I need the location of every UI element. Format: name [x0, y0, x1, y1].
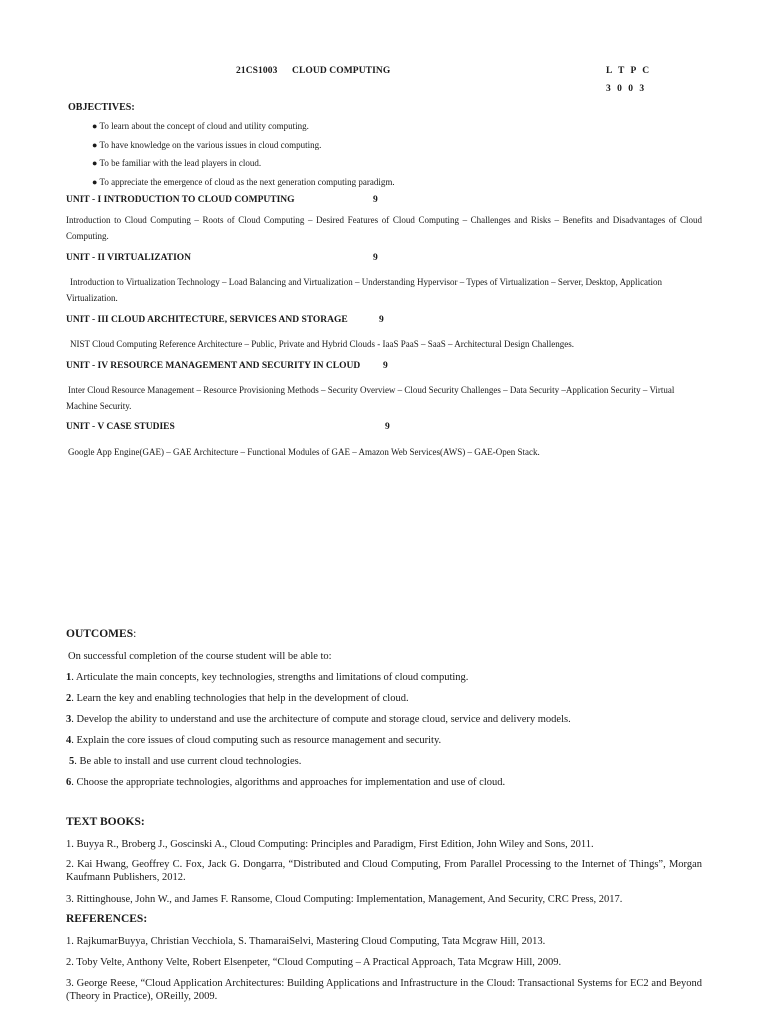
- outcome-item: 1. Articulate the main concepts, key technologies, strengths and limitations of cloud computing.: [66, 672, 469, 683]
- unit-2-hours: 9: [373, 253, 378, 263]
- outcomes-title: OUTCOMES:: [66, 628, 137, 640]
- reference-item: 1. RajkumarBuyya, Christian Vecchiola, S. ThamaraiSelvi, Mastering Cloud Computing, Tata Mcgraw Hill, 2013.: [66, 936, 546, 947]
- unit-3-title: UNIT - III CLOUD ARCHITECTURE, SERVICES AND STORAGE: [66, 315, 348, 325]
- text-book-item: 3. Rittinghouse, John W., and James F. Ransome, Cloud Computing: Implementation, Management, And Security, CRC Press, 2017.: [66, 894, 623, 905]
- unit-4-content: Inter Cloud Resource Management – Resource Provisioning Methods – Security Overview – Cloud Security Challenges – Data Security –Application Security – Virtual Machine Security.: [66, 385, 675, 411]
- unit-2-title: UNIT - II VIRTUALIZATION: [66, 253, 192, 263]
- unit-5-title: UNIT - V CASE STUDIES: [66, 422, 175, 432]
- outcome-item: 5. Be able to install and use current cloud technologies.: [69, 756, 302, 767]
- unit-5-hours: 9: [385, 422, 390, 432]
- bullet-icon: ●: [92, 158, 98, 168]
- objective-item: ● To learn about the concept of cloud and utility computing.: [92, 121, 309, 131]
- bullet-icon: ●: [92, 177, 98, 187]
- objective-item: ● To have knowledge on the various issues in cloud computing.: [92, 140, 322, 150]
- unit-3-hours: 9: [379, 315, 384, 325]
- unit-5-content: Google App Engine(GAE) – GAE Architecture – Functional Modules of GAE – Amazon Web Services(AWS) – GAE-Open Stack.: [68, 447, 540, 457]
- objectives-title: OBJECTIVES:: [68, 102, 135, 113]
- ltpc-values: 3 0 0 3: [606, 84, 647, 94]
- reference-item: 2. Toby Velte, Anthony Velte, Robert Elsenpeter, “Cloud Computing – A Practical Approach, Tata Mcgraw Hill, 2009.: [66, 957, 562, 968]
- bullet-icon: ●: [92, 121, 98, 131]
- unit-4-title: UNIT - IV RESOURCE MANAGEMENT AND SECURITY IN CLOUD: [66, 361, 361, 371]
- unit-3-content: NIST Cloud Computing Reference Architecture – Public, Private and Hybrid Clouds - IaaS PaaS – SaaS – Architectural Design Challenges.: [70, 339, 574, 349]
- outcome-item: 2. Learn the key and enabling technologies that help in the development of cloud.: [66, 693, 409, 704]
- objective-item: ● To be familiar with the lead players in cloud.: [92, 158, 262, 168]
- reference-item: 3. George Reese, “Cloud Application Architectures: Building Applications and Infrastructure in the Cloud: Transactional Systems for EC2 and Beyond (Theory in Practice), OReilly, 2009.: [66, 978, 702, 1002]
- text-book-item: 2. Kai Hwang, Geoffrey C. Fox, Jack G. Dongarra, “Distributed and Cloud Computing, From Parallel Processing to the Internet of Things”, Morgan Kaufmann Publishers, 2012.: [66, 859, 702, 883]
- outcome-item: 4. Explain the core issues of cloud computing such as resource management and security.: [66, 735, 442, 746]
- bullet-icon: ●: [92, 140, 98, 150]
- outcome-item: 3. Develop the ability to understand and use the architecture of compute and storage cloud, service and delivery models.: [66, 714, 571, 725]
- references-title: REFERENCES:: [66, 913, 148, 925]
- course-title: CLOUD COMPUTING: [292, 66, 391, 76]
- unit-1-title: UNIT - I INTRODUCTION TO CLOUD COMPUTING: [66, 195, 295, 205]
- unit-2-content: Introduction to Virtualization Technology – Load Balancing and Virtualization – Understanding Hypervisor – Types of Virtualization – Server, Desktop, Application Virtualization.: [66, 277, 663, 303]
- unit-1-hours: 9: [373, 195, 378, 205]
- outcomes-intro: On successful completion of the course student will be able to:: [68, 651, 332, 662]
- text-book-item: 1. Buyya R., Broberg J., Goscinski A., Cloud Computing: Principles and Paradigm, First Edition, John Wiley and Sons, 2011.: [66, 839, 594, 850]
- text-books-title: TEXT BOOKS:: [66, 816, 145, 828]
- objective-item: ● To appreciate the emergence of cloud as the next generation computing paradigm.: [92, 177, 395, 187]
- outcome-item: 6. Choose the appropriate technologies, algorithms and approaches for implementation and use of cloud.: [66, 777, 506, 788]
- ltpc-label: L T P C: [606, 66, 652, 76]
- course-code: 21CS1003: [236, 66, 278, 76]
- unit-4-hours: 9: [383, 361, 388, 371]
- unit-1-content: Introduction to Cloud Computing – Roots of Cloud Computing – Desired Features of Cloud Computing – Challenges and Risks – Benefits and Disadvantages of Cloud Computing.: [66, 215, 702, 241]
